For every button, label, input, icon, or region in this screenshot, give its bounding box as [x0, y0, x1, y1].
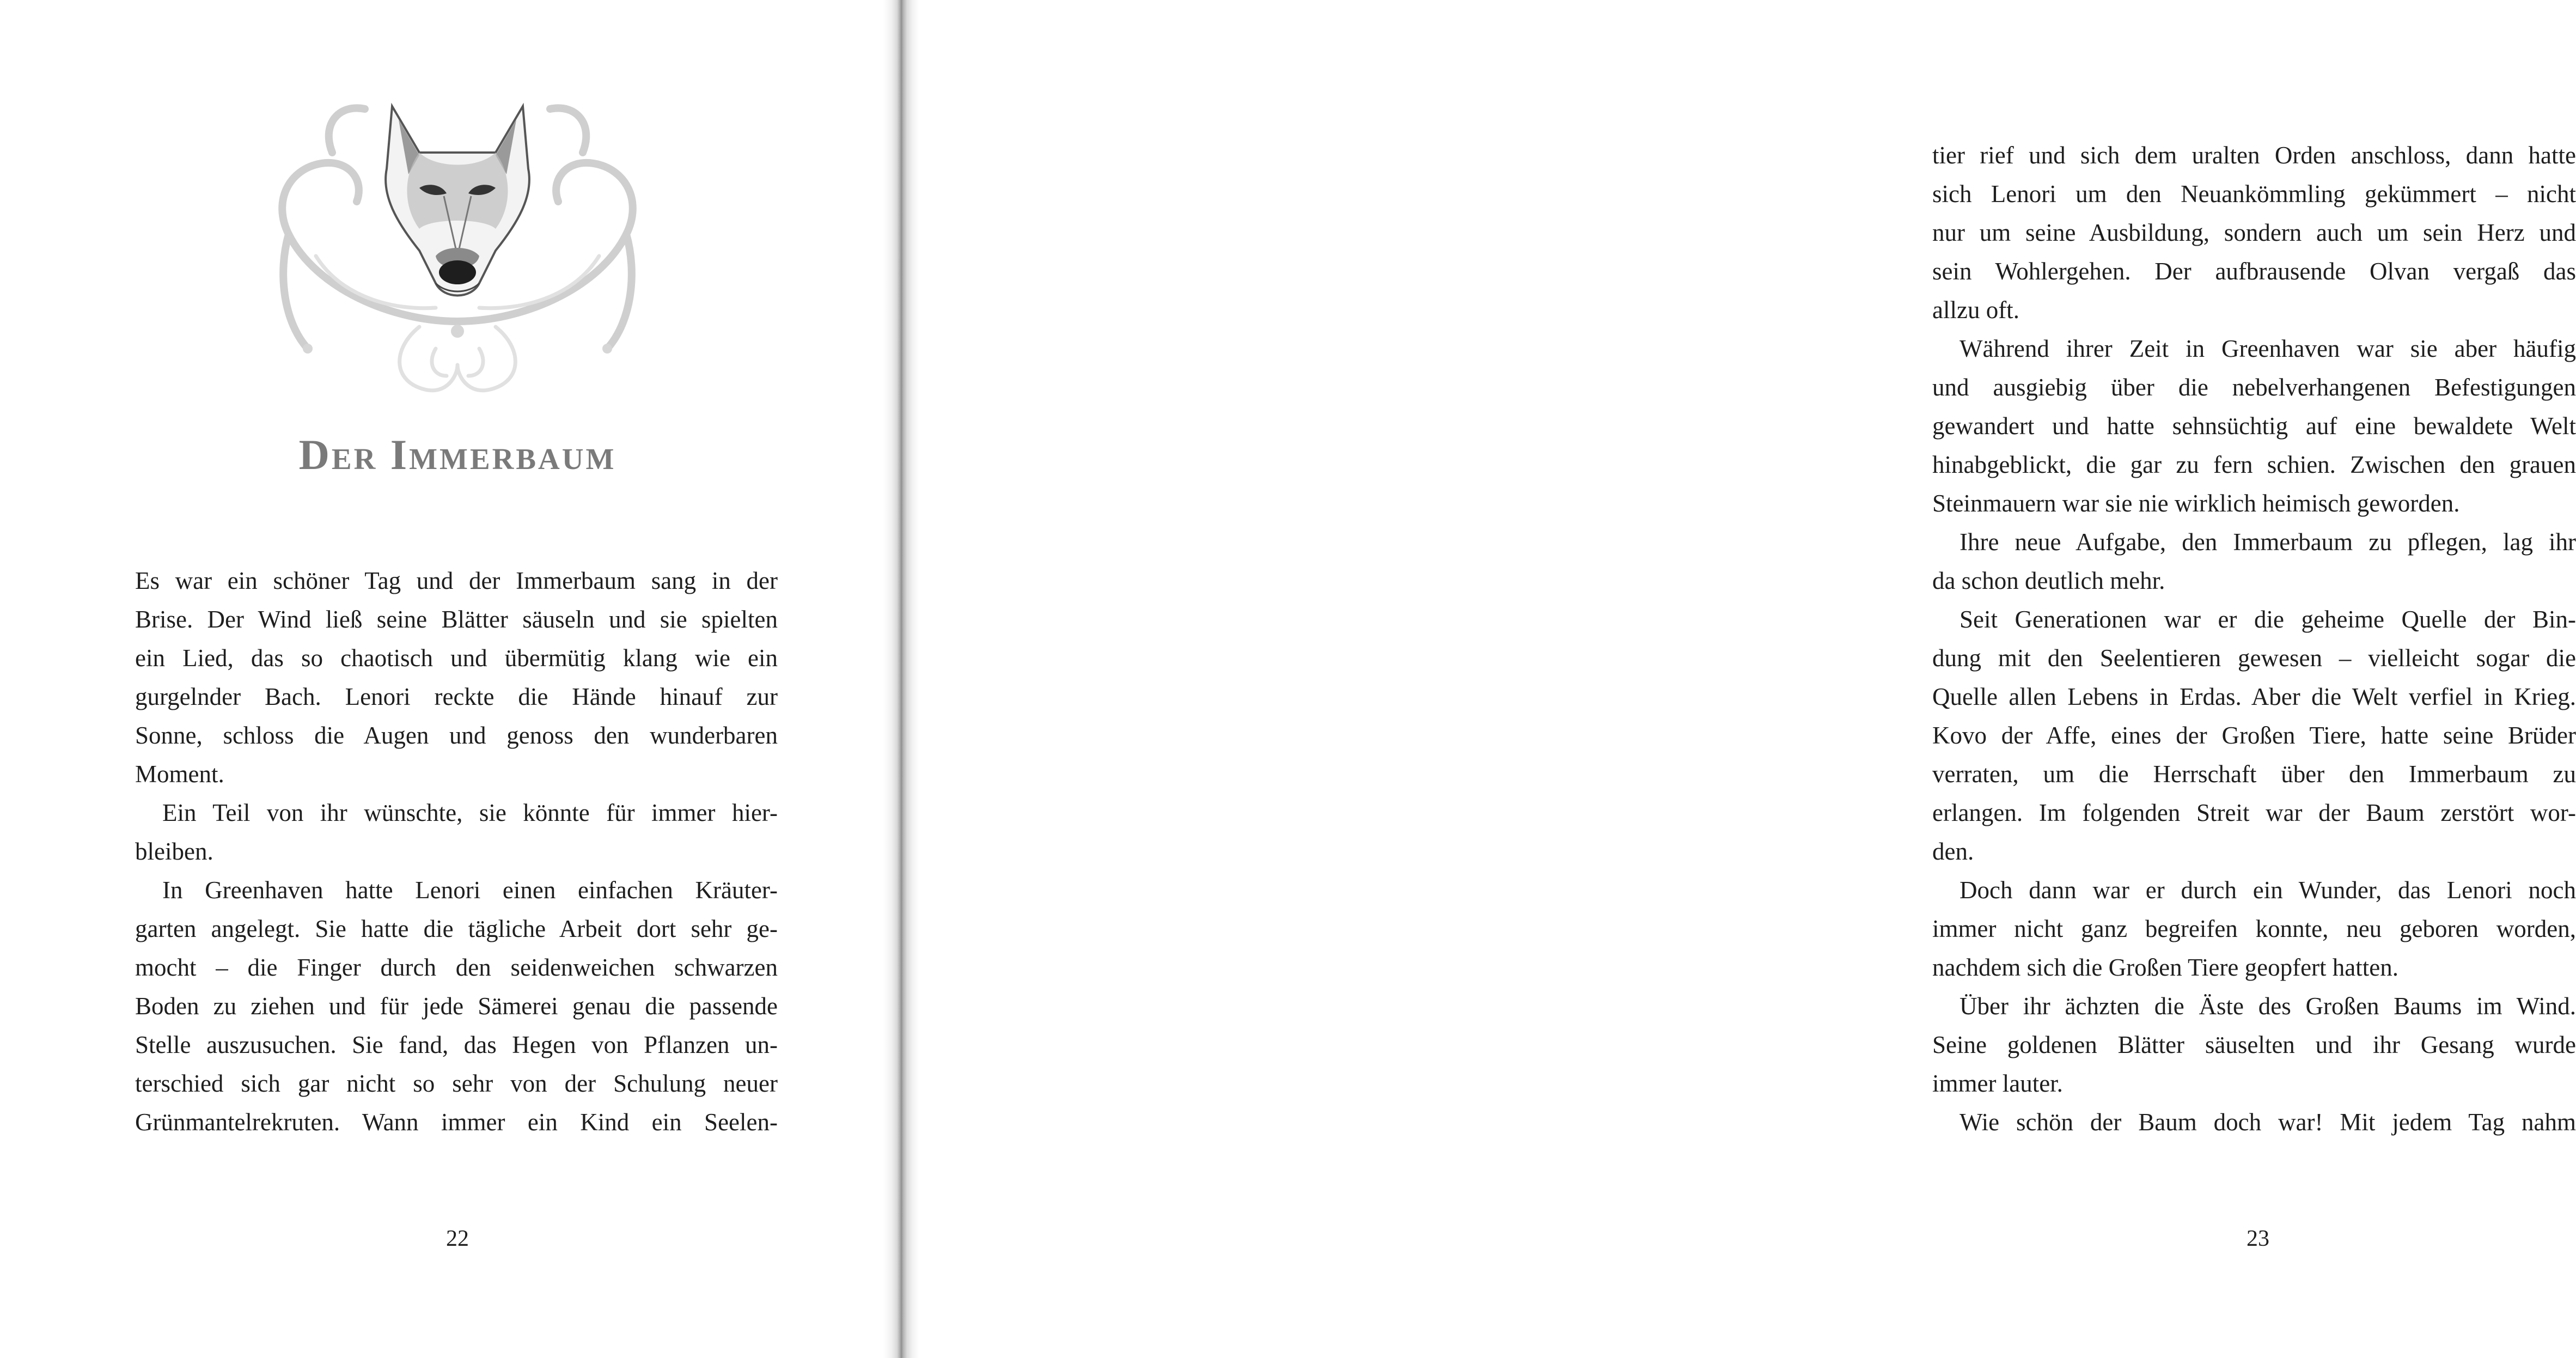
text-line: hinabgeblickt, die gar zu fern schien. Zwischen den grauen [1932, 451, 2576, 478]
text-line: In Greenhaven hatte Lenori einen einfachen Kräuter- [162, 876, 778, 904]
text-line: dung mit den Seelentieren gewesen – vielleicht sogar die [1932, 644, 2576, 672]
text-line: erlangen. Im folgenden Streit war der Baum zerstört wor- [1932, 799, 2576, 826]
text-line: mocht – die Finger durch den seidenweichen schwarzen [135, 954, 778, 981]
text-line: terschied sich gar nicht so sehr von der Schulung neuer [135, 1070, 778, 1097]
text-line: Stelle auszusuchen. Sie fand, das Hegen von Pflanzen un- [135, 1031, 778, 1058]
text-line: ein Lied, das so chaotisch und übermütig klang wie ein [135, 644, 778, 672]
text-line: Sonne, schloss die Augen und genoss den wunderbaren [135, 722, 778, 749]
text-line: Moment. [135, 760, 224, 788]
text-line: immer nicht ganz begreifen konnte, neu geboren worden, [1932, 915, 2576, 942]
text-line: tier rief und sich dem uralten Orden anschloss, dann hatte [1932, 142, 2576, 169]
text-line: Kovo der Affe, eines der Großen Tiere, hatte seine Brüder [1932, 722, 2576, 749]
right-page-body-text [1932, 136, 2576, 1142]
text-line: Es war ein schöner Tag und der Immerbaum sang in der [135, 567, 778, 594]
left-page-body-text [135, 562, 778, 1142]
text-line: verraten, um die Herrschaft über den Immerbaum zu [1932, 760, 2576, 788]
text-line: Seit Generationen war er die geheime Quelle der Bin- [1960, 606, 2576, 633]
text-line: Grünmantelrekruten. Wann immer ein Kind ein Seelen- [135, 1109, 778, 1136]
text-line: nachdem sich die Großen Tiere geopfert hatten. [1932, 954, 2398, 981]
text-line: gewandert und hatte sehnsüchtig auf eine bewaldete Welt [1932, 412, 2576, 440]
text-line: Brise. Der Wind ließ seine Blätter säuseln und sie spielten [135, 606, 778, 633]
text-line: sich Lenori um den Neuankömmling gekümmert – nicht [1932, 180, 2576, 208]
wolf-head-emblem-icon [256, 93, 659, 398]
text-line: Quelle allen Lebens in Erdas. Aber die Welt verfiel in Krieg. [1932, 683, 2576, 710]
text-line: Über ihr ächzten die Äste des Großen Baums im Wind. [1960, 992, 2576, 1020]
text-line: gurgelnder Bach. Lenori reckte die Hände hinauf zur [135, 683, 778, 710]
text-line: bleiben. [135, 838, 213, 865]
text-line: Ihre neue Aufgabe, den Immerbaum zu pflegen, lag ihr [1960, 528, 2576, 556]
left-page [0, 0, 893, 1358]
text-line: garten angelegt. Sie hatte die tägliche Arbeit dort sehr ge- [135, 915, 778, 942]
right-page [909, 0, 2576, 1358]
text-line: Ein Teil von ihr wünschte, sie könnte für immer hier- [162, 799, 778, 826]
chapter-title: Der Immerbaum [298, 431, 616, 478]
text-line: Seine goldenen Blätter säuselten und ihr Gesang wurde [1932, 1031, 2576, 1058]
text-line: Wie schön der Baum doch war! Mit jedem Tag nahm [1960, 1109, 2576, 1136]
text-line: Doch dann war er durch ein Wunder, das Lenori noch [1960, 876, 2576, 904]
text-line: allzu oft. [1932, 296, 2019, 324]
book-gutter-shadow [883, 0, 919, 1358]
text-line: da schon deutlich mehr. [1932, 567, 2165, 594]
text-line: den. [1932, 838, 1974, 865]
text-line: und ausgiebig über die nebelverhangenen Befestigungen [1932, 374, 2576, 401]
page-number: 22 [446, 1226, 469, 1251]
page-number: 23 [2247, 1226, 2269, 1251]
text-line: Während ihrer Zeit in Greenhaven war sie aber häufig [1960, 335, 2576, 362]
text-line: immer lauter. [1932, 1070, 2063, 1097]
text-line: sein Wohlergehen. Der aufbrausende Olvan vergaß das [1932, 258, 2576, 285]
text-line: Boden zu ziehen und für jede Sämerei genau die passende [135, 992, 778, 1020]
text-line: Steinmauern war sie nie wirklich heimisch geworden. [1932, 490, 2460, 517]
text-line: nur um seine Ausbildung, sondern auch um sein Herz und [1932, 219, 2576, 246]
